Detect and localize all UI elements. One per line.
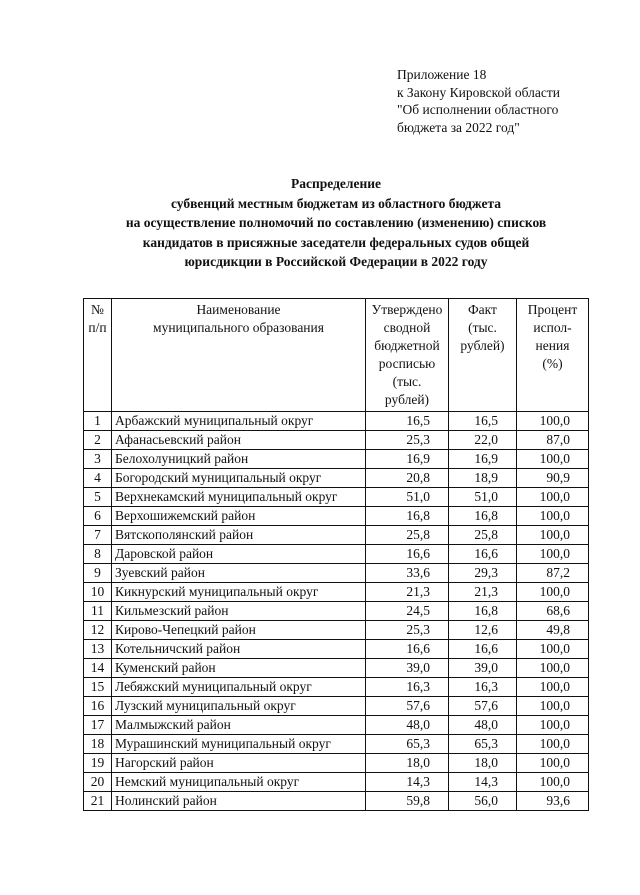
row-number: 2	[84, 431, 112, 450]
fact-amount: 16,5	[449, 412, 517, 431]
header-name: Наименование муниципального образования	[112, 299, 366, 412]
execution-percent: 87,0	[517, 431, 589, 450]
table-row	[84, 735, 589, 754]
approved-amount: 25,3	[366, 431, 449, 450]
approved-amount: 16,6	[366, 640, 449, 659]
execution-percent: 68,6	[517, 602, 589, 621]
table-row	[84, 469, 589, 488]
approved-amount: 59,8	[366, 792, 449, 811]
municipality-name: Богородский муниципальный округ	[112, 469, 366, 488]
municipality-name: Куменский район	[112, 659, 366, 678]
table-row	[84, 507, 589, 526]
fact-amount: 14,3	[449, 773, 517, 792]
execution-percent: 100,0	[517, 488, 589, 507]
fact-amount: 21,3	[449, 583, 517, 602]
row-number: 15	[84, 678, 112, 697]
municipality-name: Вятскополянский район	[112, 526, 366, 545]
appendix-line: "Об исполнении областного	[397, 102, 559, 117]
fact-amount: 16,3	[449, 678, 517, 697]
execution-percent: 100,0	[517, 583, 589, 602]
approved-amount: 25,8	[366, 526, 449, 545]
table-row	[84, 526, 589, 545]
municipality-name: Нолинский район	[112, 792, 366, 811]
table-row	[84, 640, 589, 659]
appendix-line: к Закону Кировской области	[397, 84, 561, 100]
table-row	[84, 450, 589, 469]
row-number: 11	[84, 602, 112, 621]
row-number: 13	[84, 640, 112, 659]
municipality-name: Котельничский район	[112, 640, 366, 659]
fact-amount: 12,6	[449, 621, 517, 640]
municipality-name: Верхнекамский муниципальный округ	[112, 488, 366, 507]
fact-amount: 65,3	[449, 735, 517, 754]
row-number: 18	[84, 735, 112, 754]
table-row	[84, 716, 589, 735]
row-number: 9	[84, 564, 112, 583]
approved-amount: 14,3	[366, 773, 449, 792]
approved-amount: 16,5	[366, 412, 449, 431]
execution-percent: 87,2	[517, 564, 589, 583]
appendix-line: бюджета за 2022 год"	[397, 119, 520, 135]
fact-amount: 29,3	[449, 564, 517, 583]
municipality-name: Немский муниципальный округ	[112, 773, 366, 792]
approved-amount: 48,0	[366, 716, 449, 735]
row-number: 6	[84, 507, 112, 526]
row-number: 4	[84, 469, 112, 488]
table-row	[84, 431, 589, 450]
approved-amount: 57,6	[366, 697, 449, 716]
execution-percent: 100,0	[517, 450, 589, 469]
title-line: юрисдикции в Российской Федерации в 2022 году	[184, 254, 488, 269]
municipality-name: Лузский муниципальный округ	[112, 697, 366, 716]
header-approved: Утверждено сводной бюджетной росписью (тыс. рублей)	[366, 299, 449, 412]
row-number: 3	[84, 450, 112, 469]
table-row	[84, 545, 589, 564]
title-line: на осуществление полномочий по составлению (изменению) списков	[125, 215, 547, 230]
municipality-name: Кильмезский район	[112, 602, 366, 621]
execution-percent: 100,0	[517, 754, 589, 773]
fact-amount: 39,0	[449, 659, 517, 678]
execution-percent: 90,9	[517, 469, 589, 488]
execution-percent: 100,0	[517, 773, 589, 792]
municipality-name: Мурашинский муниципальный округ	[112, 735, 366, 754]
table-row	[84, 754, 589, 773]
document-title	[60, 174, 612, 272]
subvention-table	[83, 298, 589, 811]
municipality-name: Кирово-Чепецкий район	[112, 621, 366, 640]
execution-percent: 100,0	[517, 507, 589, 526]
approved-amount: 24,5	[366, 602, 449, 621]
row-number: 14	[84, 659, 112, 678]
execution-percent: 100,0	[517, 412, 589, 431]
header-percent: Процент испол- нения (%)	[517, 299, 589, 412]
fact-amount: 18,9	[449, 469, 517, 488]
fact-amount: 16,6	[449, 640, 517, 659]
approved-amount: 25,3	[366, 621, 449, 640]
municipality-name: Белохолуницкий район	[112, 450, 366, 469]
table-row	[84, 583, 589, 602]
table-row	[84, 412, 589, 431]
municipality-name: Малмыжский район	[112, 716, 366, 735]
title-line: Распределение	[290, 176, 382, 191]
fact-amount: 18,0	[449, 754, 517, 773]
municipality-name: Арбажский муниципальный округ	[112, 412, 366, 431]
row-number: 10	[84, 583, 112, 602]
approved-amount: 16,6	[366, 545, 449, 564]
execution-percent: 100,0	[517, 735, 589, 754]
header-num: № п/п	[84, 299, 112, 412]
fact-amount: 57,6	[449, 697, 517, 716]
execution-percent: 100,0	[517, 716, 589, 735]
fact-amount: 22,0	[449, 431, 517, 450]
fact-amount: 16,6	[449, 545, 517, 564]
municipality-name: Кикнурский муниципальный округ	[112, 583, 366, 602]
fact-amount: 25,8	[449, 526, 517, 545]
row-number: 16	[84, 697, 112, 716]
approved-amount: 16,9	[366, 450, 449, 469]
table-row	[84, 564, 589, 583]
table-row	[84, 697, 589, 716]
approved-amount: 18,0	[366, 754, 449, 773]
row-number: 8	[84, 545, 112, 564]
approved-amount: 16,8	[366, 507, 449, 526]
approved-amount: 33,6	[366, 564, 449, 583]
row-number: 5	[84, 488, 112, 507]
fact-amount: 51,0	[449, 488, 517, 507]
approved-amount: 39,0	[366, 659, 449, 678]
title-line: кандидатов в присяжные заседатели федеральных судов общей	[142, 234, 530, 250]
execution-percent: 100,0	[517, 545, 589, 564]
table-header-row	[84, 299, 589, 412]
approved-amount: 51,0	[366, 488, 449, 507]
row-number: 7	[84, 526, 112, 545]
row-number: 17	[84, 716, 112, 735]
title-line: субвенций местным бюджетам из областного бюджета	[170, 195, 502, 211]
execution-percent: 49,8	[517, 621, 589, 640]
appendix-note	[397, 66, 560, 136]
row-number: 19	[84, 754, 112, 773]
execution-percent: 100,0	[517, 697, 589, 716]
table-row	[84, 621, 589, 640]
fact-amount: 56,0	[449, 792, 517, 811]
approved-amount: 65,3	[366, 735, 449, 754]
municipality-name: Лебяжский муниципальный округ	[112, 678, 366, 697]
table-body	[84, 412, 589, 811]
municipality-name: Даровской район	[112, 545, 366, 564]
table-row	[84, 792, 589, 811]
row-number: 12	[84, 621, 112, 640]
execution-percent: 100,0	[517, 659, 589, 678]
approved-amount: 16,3	[366, 678, 449, 697]
row-number: 21	[84, 792, 112, 811]
table-row	[84, 659, 589, 678]
row-number: 20	[84, 773, 112, 792]
appendix-line: Приложение 18	[397, 67, 487, 82]
fact-amount: 48,0	[449, 716, 517, 735]
municipality-name: Нагорский район	[112, 754, 366, 773]
header-fact: Факт (тыс. рублей)	[449, 299, 517, 412]
table-row	[84, 602, 589, 621]
execution-percent: 93,6	[517, 792, 589, 811]
approved-amount: 20,8	[366, 469, 449, 488]
municipality-name: Афанасьевский район	[112, 431, 366, 450]
table-row	[84, 773, 589, 792]
execution-percent: 100,0	[517, 640, 589, 659]
fact-amount: 16,9	[449, 450, 517, 469]
execution-percent: 100,0	[517, 526, 589, 545]
table-row	[84, 678, 589, 697]
table-row	[84, 488, 589, 507]
approved-amount: 21,3	[366, 583, 449, 602]
fact-amount: 16,8	[449, 602, 517, 621]
row-number: 1	[84, 412, 112, 431]
execution-percent: 100,0	[517, 678, 589, 697]
fact-amount: 16,8	[449, 507, 517, 526]
municipality-name: Зуевский район	[112, 564, 366, 583]
municipality-name: Верхошижемский район	[112, 507, 366, 526]
